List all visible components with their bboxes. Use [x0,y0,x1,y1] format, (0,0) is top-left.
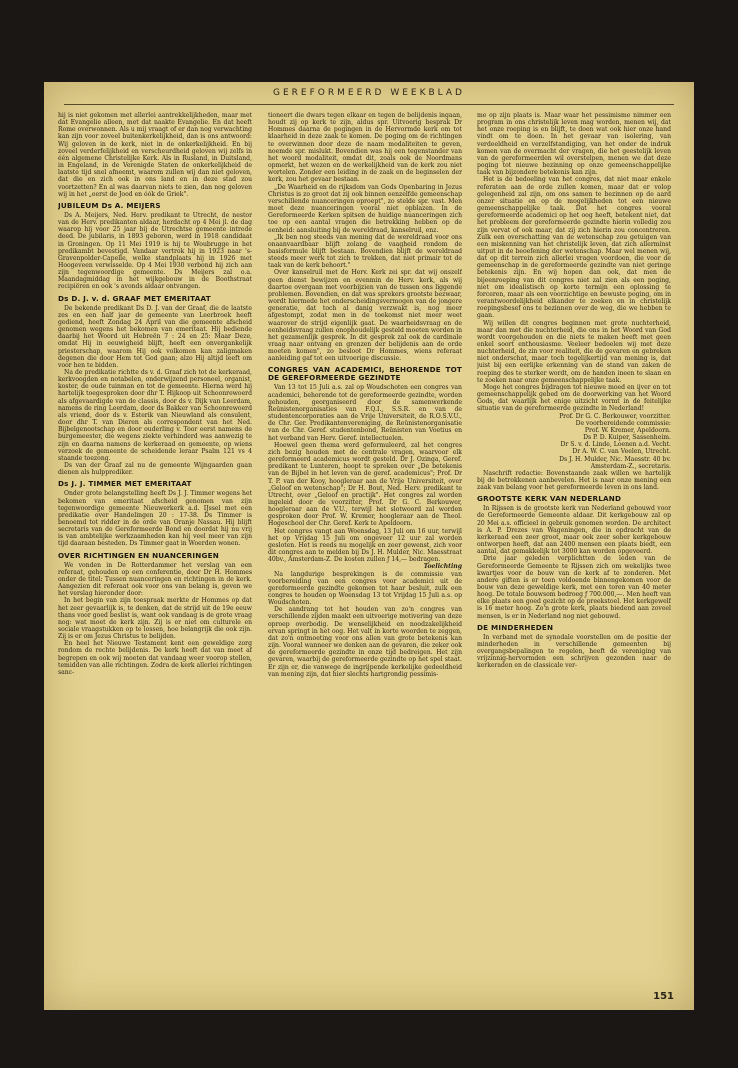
heading-graaf: Ds D. J. v. d. GRAAF MET EMERITAAT [58,293,211,303]
paragraph: Naschrift redactie: Bovenstaande zaak willen we hartelijk bij de betrokkenen aanbevelen. Het is naar onze mening een zaak van belang voor het gereformeerde leven in ons land. [477,469,671,492]
signature-line: Prof. W. Kremer, Apeldoorn. [584,426,671,434]
header-rule [64,104,674,105]
paragraph: Ds van der Graaf zal nu de gemeente Wijngaarden gaan dienen als hulpprediker. [58,462,252,477]
column-1 [58,112,252,676]
signature-line: Ds P. D. Kuiper, Sassenheim. [583,434,671,442]
heading-minderheden: DE MINDERHEDEN [477,622,554,632]
paragraph: De aandrang tot het houden van zo'n congres van verschillende zijden maakt een uitvoerige motivering van deze oproep overbodig. De wenselijkheid en noodzakelijkheid ervan springt in het oog. Het valt in korte woorden te zeggen, dat zo'n ontmoeting voor ons allen van grote betekenis kan zijn. Vooral wanneer we denken aan de gevaren, die zeker ook de gereformeerde gezindte in onze tijd bedreigen. Het zijn gevaren, waarbij de gereformeerde gezindte op het spel staat. Er zijn er, die vanwege de ingrijpende kerkelijke gedeeldheid van mening zijn, dat hier slechts hartgrondig pessimis- [268,606,462,678]
paragraph: „De Waarheid en de rijksdom van Gods Openbaring in Jezus Christus is zo groot dat zij ook binnen eenzelfde gemeenschap verschillende nuanceringen oproept", zo stelde spr. vast. Men moet deze nuanceringen vooral niet opblazen. In de Gereformeerde Kerken spitsen de huidige nuanceringen zich toe op een aantal vragen die betrekking hebben op de eenheid: aansluiting bij de wereldraad, kanselruil, enz. [268,183,462,234]
subheading-toelichting: Toelichting [423,563,462,571]
paragraph: Wij willen dit congres beginnen met grote nuchterheid, maar dan met die nuchterheid, die ons in het Woord van God wordt voorgehouden en die niets te maken heeft met geen enkel soort enthousiasme. Veeleer bedoelen wij met deze nuchterheid, de zin voor realiteit, die de gevaren en gebreken niet onderschat, maar toch tegelijkertijd van mening is, dat juist bij een eerlijke erkenning van de stand van zaken de roeping des te sterker wordt, om de handen ineen te slaan en te zoeken naar onze gemeenschappelijke taak. [477,319,671,384]
paragraph: Drie jaar geleden verplichtten de leden van de Gereformeerde Gemeente te Rijssen zich om wekelijks twee kwartjes voor de bouw van de kerk af te zonderen. Met andere giften is er toen voldoende binnengekomen voor de bouw van deze geweldige kerk, met een toren van 40 meter hoog. De totale bouwsom bedroeg ƒ 700.000,—. Men heeft van elke plaats een goed gezicht op de preekstoel. Het kerkgewelf is 16 meter hoog. Zo'n grote kerk, plaats biedend aan zoveel mensen, is er in Nederland nog niet gebouwd. [477,555,671,620]
paragraph: En heel het Nieuwe Testament kent een geweldige zorg rondom de rechte belijdenis. De kerk heeft dat van meet af begrepen en ook wij moeten dat vandaag weer voorop stellen, temidden van alle richtingen. Zodra de kerk allerlei richtingen sanc- [58,640,252,676]
column-3 [477,112,671,670]
paragraph: Ds A. Meijers, Ned. Herv. predikant te Utrecht, de nestor van de Herv. predikanten aldaar, herdacht op 4 Mei jl. de dag waarop hij voor 25 jaar bij de Utrechtse gemeente intrede deed. De jubilaris, in 1893 geboren, werd in 1918 candidaat in Groningen. Op 11 Mei 1919 is hij te Woubrugge in het predikambt bevestigd. Vandaar vertrok hij in 1923 naar 's-Gravenpolder-Capelle, welke standplaats hij in 1926 met Hoogeveen verwisselde. Op 4 Mei 1930 verbond hij zich aan zijn tegenwoordige gemeente. Ds Meijers zal o.a. Maandagmiddag in het wijkgebouw in de Boothstraat recipiëren en ook 's avonds aldaar ontvangen. [58,211,252,291]
paragraph: Moge het congres bijdragen tot nieuwe moed en ijver en tot gemeenschappelijk gebed om de doorwerking van het Woord Gods, dat waarlijk het enige uitzicht vormt in de feitelijke situatie van de gereformeerde gezindte in Nederland! [477,383,671,413]
running-header: GEREFORMEERD WEEKBLAD [273,88,465,98]
page-number: 151 [653,991,674,1002]
heading-grootste-kerk: GROOTSTE KERK VAN NEDERLAND [477,494,622,504]
paragraph: In Rijssen is de grootste kerk van Nederland gebouwd voor de Gereformeerde Gemeente aldaar. Dit kerkgebouw zal op 20 Mei a.s. officieel in gebruik genomen worden. De architect is A. P. Drezes van Wageningen, die in opdracht van de kerkeraad een zeer groot, maar ook zeer sober kerkgebouw ontworpen heeft, dat aan 2400 mensen een plaats biedt, een aantal, dat gemakkelijk tot 3000 kan worden opgevoerd. [477,505,671,556]
paragraph: Na de predikatie richtte ds v. d. Graaf zich tot de kerkeraad, kerkvoogden en notabelen, onderwijzend personeel, organist, koster, de oude tuinman en tot de gemeente. Hierna werd hij hartelijk toegesproken door dhr T. Hijkoop uit Schoonrewoerd als afgevaardigde van de classis, door ds v. Dijk van Leerdam, namens de ring Leerdam, door ds Bakker van Schoonrewoerd als vriend, door ds v. Esterik van Nieuwland als consulent, door dhr T. van Dieren als correspondent van het Ned. Bijbelgenootschap en door ouderling v. Toor eerst namens de burgemeester, die wegens ziekte verhinderd was aanwezig te zijn en daarna namens de kerkeraad en gemeente, op wiens verzoek de gemeente de scheidende leraar Psalm 121 vs 4 staande toezong. [58,369,252,462]
paragraph: In verband met de synodale voorstellen om de positie der minderheden in verschillende gemeenten bij overgangsbepalingen te regelen, heeft de vereniging van vrijzinnig-hervormden een schrijven gezonden naar de kerkeraden en de classicale ver- [477,633,671,670]
column-2 [268,112,462,678]
signature-line: Dr A. W. C. van Veelen, Utrecht. [572,448,671,456]
paragraph: Van 13 tot 15 Juli a.s. zal op Woudschoten een congres van academici, behorende tot de gereformeerde gezindte, worden gehouden, georganiseerd door de samenwerkende Reünistenorganisaties van F.Q.I., S.S.R. en van de studentencorporaties aan de Vrije Universiteit, de R.O.S.V.U., de Chr. Ger. Predikantenvereniging, de Reünistenorganisatie van de Chr. Geref. studentenbond, Reünisten van Voetius en het verband van Herv. Geref. intellectuelen. [268,384,462,442]
paragraph: tioneert die dwars tegen elkaar en tegen de belijdenis ingaan, houdt zij op kerk te zijn, aldus spr. Uitvoerig besprak Dr Hommes daarna de pogingen in de Hervormde kerk om tot klaarheid in deze zaak te komen. De poging om de richtingen te overwinnen door deze de naam modaliteiten te geven, noemde spr. mislukt. Bovendien was hij een tegenstander van het woord modaliteit, omdat dit, zoals ook de Noordmans opmerkt, het wezen en de werkelijkheid van de kerk zou niet wortelen. Zonder een leiding in de zaak en de beginselen der kerk, zou het gevaar bestaan. [268,112,462,184]
signature-line: De voorbereidende commissie: [575,419,671,427]
heading-timmer: Ds J. J. TIMMER MET EMERITAAT [58,479,192,489]
signature-line: Dr S. v. d. Linde, Loenen a.d. Vecht. [560,441,671,449]
paragraph: Onder grote belangstelling heeft Ds J. J. Timmer wegens het bekomen van emeritaat afscheid genomen van zijn tegenwoordige gemeente Nieuwerkerk a.d. IJssel met een predikatie over Handelingen 20 : 17-38. Ds Timmer is benoemd tot ridder in de orde van Oranje Nassau. Hij blijft secretaris van de Gereformeerde Bond en doordat hij nu vrij is van ambtelijke werkzaamheden kan hij veel meer van zijn tijd daaraan besteden. Ds Timmer gaat in Woerden wonen. [58,490,252,548]
magazine-page [44,82,694,1010]
signature-line: Prof. Dr G. C. Berkouwer, voorzitter. [559,412,671,420]
signature-line: Amsterdam-Z., secretaris. [590,462,671,470]
paragraph: Het congres vangt aan Woensdag, 13 Juli om 16 uur, terwijl het op Vrijdag 15 Juli om ongeveer 12 uur zal worden gesloten. Het is reeds nu mogelijk en zeer gewenst, zich voor dit congres aan te melden bij Ds J. H. Mulder, Nic. Maesstraat 40bv., Amsterdam-Z. De kosten zullen ƒ 14,— bedragen. [268,527,462,564]
signature-line: Ds J. H. Mulder, Nic. Maesstr. 40 bv. [559,455,671,463]
paragraph: In het begin van zijn toespraak merkte dr Hommes op dat het zeer gevaarlijk is, te denken, dat de strijd uit de 19e eeuw thans voor goed beslist is, want ook vandaag is de grote vraag nog: wat moet de kerk zijn. Zij is er niet om culturele en sociale vraagstukken op te lossen, hoe belangrijk die ook zijn. Zij is er om Jezus Christus te belijden. [58,597,252,641]
paragraph: Hoewel geen thema werd geformuleerd, zal het congres zich bezig houden met de centrale vragen, waarvoor elk gereformeerd academicus wordt gesteld. Dr J. Ozinga, Geref. predikant te Lunteren, hoopt te spreken over „De betekenis van de Bijbel in het leven van de geref. academicus"; Prof. Dr T. P. van der Kooy, hoogleraar aan de Vrije Universiteit, over „Geloof en wetenschap"; Dr H. Bout, Ned. Herv. predikant te Utrecht, over „Geloof en practijk". Het congres zal worden ingeleid door de voorzitter, Prof. Dr G. C. Berkouwer, hoogleraar aan de V.U., terwijl het slotwoord zal worden gesproken door Prof. W. Kremer, hoogleraar aan de Theol. Hogeschool der Chr. Geref. Kerk te Apeldoorn. [268,441,462,528]
heading-richtingen: OVER RICHTINGEN EN NUANCERINGEN [58,550,219,560]
paragraph: Na langdurige besprekingen is de commissie van voorbereiding van een congres voor academici uit de gereformeerde gezindte gekomen tot haar besluit, zulk een congres te houden op Woensdag 13 tot Vrijdag 15 Juli a.s. op Woudschoten. [268,570,462,607]
paragraph: Over kanselruil met de Herv. Kerk zei spr. dat wij onszelf geen dienst bewijzen en evenmin de Herv. kerk, als wij daartoe overgaan met voorbijzien van de tussen ons liggende problemen. Bovendien, en dat was sprekers grootste bezwaar, wordt hiermede het onderscheidingsvermogen van de jongere generatie, dat toch al danig verzwakt is, nog meer afgestompt, zodat men in de toekomst niet meer weet waarover de strijd eigenlijk gaat. De waarheidsvraag en de eenheidsvraag zullen onophoudelijk gesteld moeten worden in het gezamenlijk gesprek. In dit gesprek zal ook de cardinale vraag naar ontvang en grenzen der belijdenis aan de orde moeten komen", zo besloot Dr Hommes, wiens referaat aanleiding gaf tot een uitvoerige discussie. [268,269,462,363]
heading-congres: CONGRES VAN ACADEMICI, BEHORENDE TOT DE GEREFORMEERDE GEZINDTE [268,365,462,383]
paragraph: De bekende predikant Ds D. J. van der Graaf, die de laatste zes en een half jaar de gemeente van Leerbroek heeft gediend, heeft Zondag 24 April van die gemeente afscheid genomen wegens het bekomen van emeritaat. Hij bediende daarbij het Woord uit Hebreën 7 : 24 en 25: Maar Deze, omdat Hij in eeuwigheid blijft, heeft een onvergankelijk priesterschap, waarom Hij ook volkomen kan zaligmaken degenen die door Hem tot God gaan; alzo Hij altijd leeft om voor hen te bidden. [58,304,252,369]
paragraph: We vonden in De Rotterdammer het verslag van een referaat, gehouden op een conferentie, door Dr H. Hommes onder de titel: Tussen nuanceringen en richtingen in de kerk. Aangezien dit referaat ook voor ons van belang is, geven we het verslag hieronder door: [58,561,252,598]
paragraph: me op zijn plaats is. Maar waar het pessimisme nimmer een program in ons christelijk leven mag worden, menen wij, dat het onze roeping is en blijft, te doen wat ook hier onze hand vindt om te doen. In het gevaar van isolering, van verdeeldheid en verzelfstandiging, van het onder de indruk komen van de overmacht der vragen, die het geestelijk leven van de gereformeerden wil overstelpen, menen we dat deze poging tot nieuwe bezinning op onze gemeenschappelijke taak van bijzondere betekenis kan zijn. [477,112,671,177]
heading-jubileum: JUBILEUM Ds A. MEIJERS [58,200,161,210]
intro-paragraph: hij is niet gekomen met allerlei aantrekkelijkheden, maar met dat Evangelie alleen, met dat naakte Evangelie. En dat heeft Rome overwonnen. Als u mij vraagt of er dan nog verwachting kan zijn voor zoveel buitenkerkelijkheid, dan is ons antwoord: Wij geloven in de kerk, niet in de onkerkelijkheid. En bij zoveel verderfelijkheid en verscheurdheid geloven wij zelfs in één algemene Christelijke Kerk. Als in Rusland, in Duitsland, in Engeland, in de Verenigde Staten de onkerkelijkheid de laatste tijd snel afneemt, waarom zullen wij dan niet geloven, dat die en zich ook in ons land en in deze stad zou voortzetten? En al was daarvan niets te zien, dan nog geloven wij in het „eerst de Jood en óók de Griek". [58,112,252,198]
paragraph: „Ik ben nog steeds van mening dat de wereldraad voor ons onaanvaardbaar blijft zolang de vaagheid rondom de basisformule blijft bestaan. Bovendien blijft de wereldraad steeds meer werk tot zich te trekken, dat niet primair tot de taak van de kerk behoort." [268,233,462,270]
paragraph: Het is de bedoeling van het congres, dat niet maar enkele referaten aan de orde zullen komen, maar dat er volop gelegenheid zal zijn, om ons samen te bezinnen op de aard onzer situatie en op de mogelijkheden tot een nieuwe gemeenschappelijke taak. Dat het congres vooral gereformeerde academici op het oog heeft, betekent niet, dat het probleem der gereformeerde gezindte hierin volledig zou zijn vervat of ook maar, dat zij zich hierin zou concentreren. Zulk een overschatting van de wetenschap zou getuigen van een miskenning van het christelijk leven, dat zich allermínst uitput in de beoefening der wetenschap. Maar wel menen wij, dat op dit terrein zich allerlei vragen voordoen, die voor de gemeenschap in de gereformeerde gezindte van niet geringe betekenis zijn. En wij hopen dan ook, dat men de bijeenroeping van dit congres niet zal zien als een poging, niet om idealistisch op korte termijn een oplossing te forceren, maar als een voorzichtige en bewuste poging, om in verantwoordelijkheid elkander te zoeken en in christelijk roepingsbesef ons te bezinnen over de weg, die we hebben te gaan. [477,176,671,320]
